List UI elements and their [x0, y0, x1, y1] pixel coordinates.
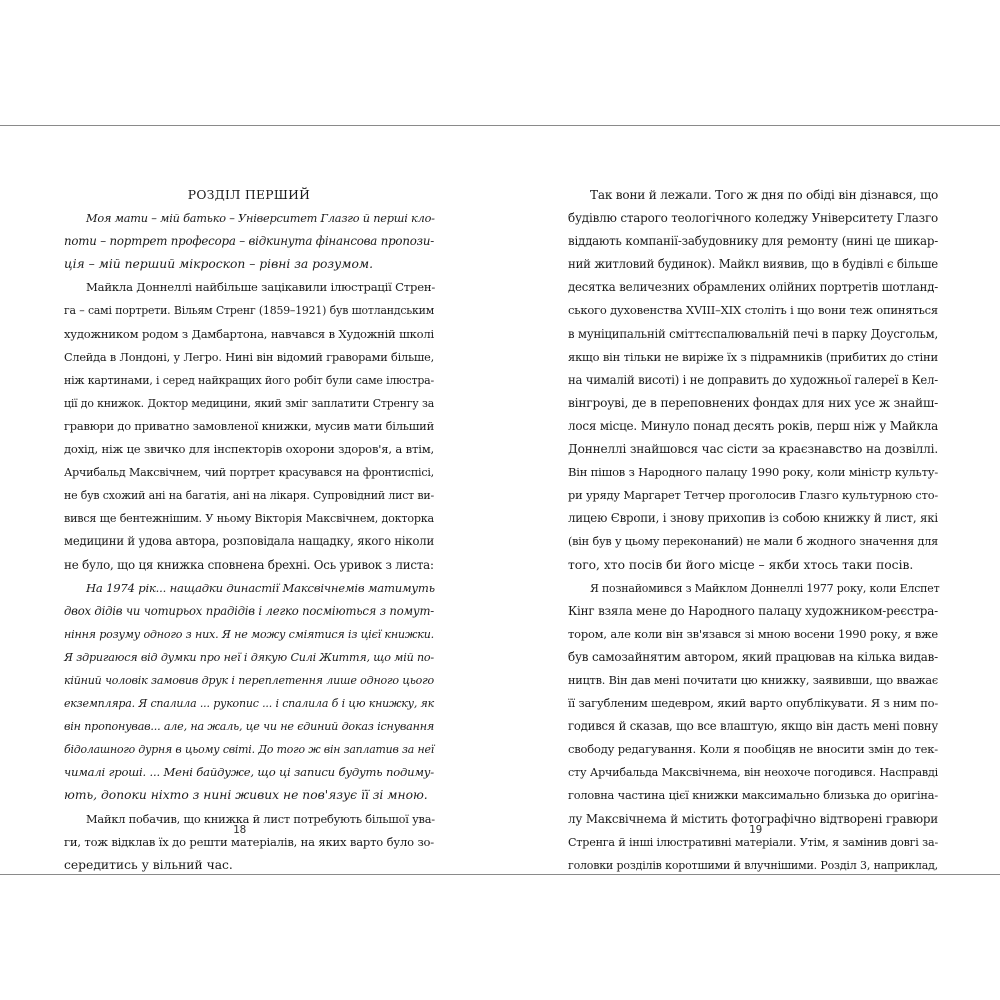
text-line: не був схожий ані на багатія, ані на лікаря. Супровідний лист ви-	[64, 489, 434, 503]
text-line: віддають компанії-забудовнику для ремонту (нині це шикар-	[568, 234, 938, 249]
text-line: Арчибальд Максвічнем, чий портрет красувався на фронтиспісі,	[64, 466, 434, 480]
left-body-text	[64, 207, 434, 877]
text-line: в муніципальній сміттєспалювальній печі в парку Доусгольм,	[568, 326, 938, 341]
text-line: на чималій висоті) і не доправить до художньої галереї в Кел-	[568, 372, 938, 387]
text-line: ництв. Він дав мені почитати цю книжку, заявивши, що вважає	[568, 673, 938, 687]
text-line: ний житловий будинок). Майкл виявив, що в будівлі є більше	[568, 257, 938, 272]
text-line: медицини й удова автора, розповідала нащадку, якого ніколи	[64, 534, 434, 549]
chapter-heading: РОЗДІЛ ПЕРШИЙ	[187, 188, 311, 202]
text-line: Доннеллі знайшовся час сісти за краєзнавство на дозвіллі.	[568, 442, 938, 457]
text-line: кійний чоловік замовив друк і переплетення лише одного цього	[64, 673, 434, 687]
text-line: Моя мати – мій батько – Університет Глазго й перші кло-	[86, 212, 435, 226]
page-number-right: 19	[749, 823, 763, 836]
text-line: того, хто посів би його місце – якби хтось таки посів.	[568, 557, 914, 572]
text-line: ції до книжок. Доктор медицини, який зміг заплатити Стренгу за	[64, 396, 434, 410]
right-text-column	[568, 184, 938, 877]
book-spread	[0, 125, 1000, 875]
text-line: Я здригаюся від думки про неї і дякую Силі Життя, що мій по-	[64, 650, 434, 664]
text-line: вінгроуві, де в переповнених фондах для них усе ж знайш-	[568, 395, 938, 410]
text-line: якщо він тільки не виріже їх з підрамників (прибитих до стіни	[568, 349, 938, 364]
text-line: чималі гроші. ... Мені байдуже, що ці записи будуть подиму-	[64, 765, 434, 780]
text-line: лу Максвічнема й містить фотографічно відтворені гравюри	[568, 811, 938, 826]
left-text-column	[64, 184, 434, 877]
text-line: головна частина цієї книжки максимально близька до оригіна-	[568, 788, 938, 803]
text-line: дохід, ніж це звичко для інспекторів охорони здоров'я, а втім,	[64, 442, 434, 457]
text-line: ція – мій перший мікроскоп – рівні за розумом.	[64, 257, 373, 272]
text-line: Майкла Доннеллі найбільше зацікавили ілюстрації Стрен-	[86, 280, 436, 295]
text-line: був самозайнятим автором, який працював на кілька видав-	[568, 649, 938, 664]
text-line: Він пішов з Народного палацу 1990 року, коли міністр культу-	[568, 465, 938, 480]
text-line: Стренга й інші ілюстративні матеріали. Утім, я замінив довгі за-	[568, 835, 938, 849]
text-line: поти – портрет професора – відкинута фінансова пропози-	[64, 234, 434, 249]
text-line: свободу редагування. Коли я пообіцяв не вносити змін до тек-	[568, 742, 938, 757]
text-line: Слейда в Лондоні, у Легро. Нині він відомий граворами більше,	[64, 350, 434, 364]
text-line: ського духовенства XVIII–XIX століть і що вони теж опиняться	[568, 303, 938, 318]
text-line: він пропонував... але, на жаль, це чи не єдиний доказ існування	[64, 720, 434, 734]
text-line: лося місце. Минуло понад десять років, перш ніж у Майкла	[568, 418, 938, 433]
text-line: десятка величезних обрамлених олійних портретів шотланд-	[568, 280, 938, 295]
text-line: художником родом з Дамбартона, навчався в Художній школі	[64, 326, 434, 341]
right-body-text	[568, 184, 938, 877]
text-line: середитись у вільний час.	[64, 857, 233, 872]
text-line: Так вони й лежали. Того ж дня по обіді він дізнався, що	[590, 188, 939, 202]
page-number-left: 18	[233, 823, 247, 836]
text-line: ги, тож відклав їх до решти матеріалів, на яких варто було зо-	[64, 834, 434, 849]
text-line: її загубленим шедевром, який варто опублікувати. Я з ним по-	[568, 696, 938, 711]
right-page	[500, 126, 1000, 874]
text-line: вився ще бентежнішим. У ньому Вікторія Максвічнем, докторка	[64, 512, 434, 526]
text-line: сту Арчибальда Максвічнема, він неохоче погодився. Насправді	[568, 766, 938, 780]
text-line: Я познайомився з Майклом Доннеллі 1977 року, коли Елспет	[590, 581, 940, 595]
text-line: На 1974 рік... нащадки династії Максвічнемів матимуть	[86, 580, 435, 595]
text-line: гравюри до приватно замовленої книжки, мусив мати більший	[64, 418, 434, 433]
text-line: (він був у цьому переконаний) не мали б жодного значення для	[568, 535, 938, 549]
left-page	[0, 126, 500, 874]
text-line: не було, що ця книжка сповнена брехні. Ось уривок з листа:	[64, 557, 434, 572]
text-line: лицею Європи, і знову прихопив із собою книжку й лист, які	[568, 511, 938, 526]
text-line: ніння розуму одного з них. Я не можу сміятися із цієї книжки.	[64, 627, 434, 641]
text-line: екземпляра. Я спалила ... рукопис ... і спалила б і цю книжку, як	[64, 697, 434, 711]
text-line: га – самі портрети. Вільям Стренг (1859–1921) був шотландським	[64, 304, 434, 318]
text-line: Майкл побачив, що книжка й лист потребують більшої ува-	[86, 811, 435, 826]
text-line: головки розділів коротшими й влучнішими. Розділ 3, наприклад,	[568, 858, 938, 872]
text-line: тором, але коли він зв'язався зі мною восени 1990 року, я вже	[568, 626, 938, 641]
text-line: ють, допоки ніхто з нині живих не пов'язує її зі мною.	[64, 788, 428, 803]
text-line: ніж картинами, і серед найкращих його робіт були саме ілюстра-	[64, 373, 434, 387]
text-line: ри уряду Маргарет Тетчер проголосив Глазго культурною сто-	[568, 488, 938, 503]
text-line: годився й сказав, що все влаштую, якщо він дасть мені повну	[568, 719, 938, 734]
text-line: бідолашного дурня в цьому світі. До того ж він заплатив за неї	[64, 743, 434, 757]
text-line: Кінг взяла мене до Народного палацу художником-реєстра-	[568, 603, 938, 618]
text-line: будівлю старого теологічного коледжу Університету Глазго	[568, 211, 938, 226]
text-line: двох дідів чи чотирьох прадідів і легко посміються з помут-	[64, 603, 434, 618]
